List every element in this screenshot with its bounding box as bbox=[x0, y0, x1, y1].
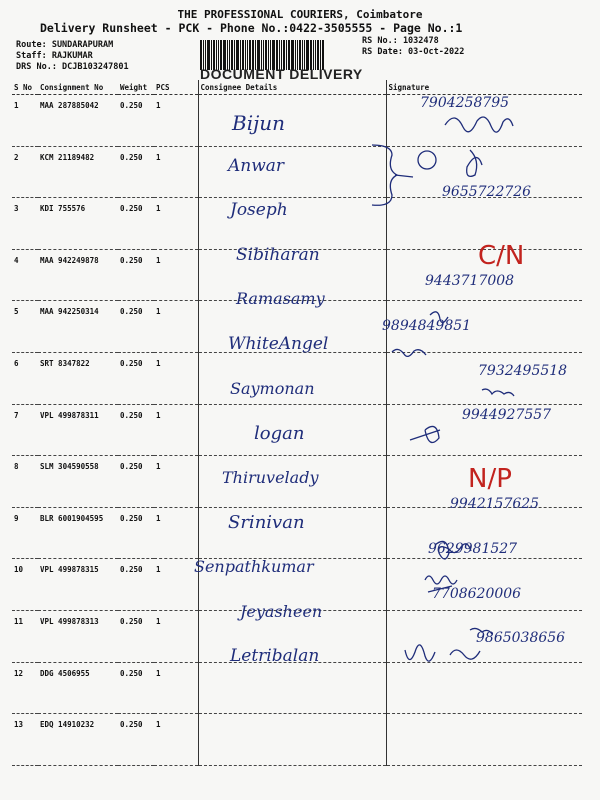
signature-scribble-5 bbox=[430, 312, 448, 323]
pcs-cell: 1 bbox=[154, 714, 198, 766]
consignee-handwriting: Jeyasheen bbox=[240, 601, 323, 621]
consignee-handwriting: Senpathkumar bbox=[194, 557, 314, 576]
col-header-weight: Weight bbox=[118, 80, 154, 95]
signature-handwriting: 9443717008 bbox=[425, 273, 515, 290]
drs-label: DRS No.: DCJB103247801 bbox=[16, 62, 129, 72]
weight-cell: 0.250 bbox=[118, 662, 154, 714]
pcs-cell: 1 bbox=[154, 146, 198, 198]
pcs-cell: 1 bbox=[154, 456, 198, 508]
pcs-cell: 1 bbox=[154, 610, 198, 662]
signature-handwriting: 7904258795 bbox=[420, 95, 510, 111]
sno-cell: 6 bbox=[12, 352, 38, 404]
consignment-cell: MAA 942250314 bbox=[38, 301, 118, 353]
col-header-consignee: Consignee Details bbox=[198, 80, 386, 95]
route-label: Route: SUNDARAPURAM bbox=[16, 40, 114, 50]
weight-cell: 0.250 bbox=[118, 146, 154, 198]
sno-cell: 8 bbox=[12, 456, 38, 508]
consignee-handwriting: Letribalan bbox=[230, 646, 320, 667]
consignee-handwriting: Bijun bbox=[232, 111, 286, 135]
signature-scribble-11 bbox=[425, 576, 457, 592]
weight-cell: 0.250 bbox=[118, 559, 154, 611]
consignee-handwriting: Sibiharan bbox=[236, 244, 320, 265]
consignment-cell: KCM 21189482 bbox=[38, 146, 118, 198]
signature-handwriting: 7708620006 bbox=[432, 585, 522, 602]
weight-cell: 0.250 bbox=[118, 198, 154, 250]
weight-cell: 0.250 bbox=[118, 456, 154, 508]
sno-cell: 3 bbox=[12, 198, 38, 250]
weight-cell: 0.250 bbox=[118, 507, 154, 559]
col-header-signature: Signature bbox=[386, 80, 582, 95]
signature-handwriting: 9944927557 bbox=[462, 407, 552, 424]
weight-cell: 0.250 bbox=[118, 249, 154, 301]
consignment-cell: KDI 755576 bbox=[38, 198, 118, 250]
signature-scribble-12 bbox=[470, 628, 492, 634]
signature-handwriting: 9655722726 bbox=[442, 184, 532, 201]
pcs-cell: 1 bbox=[154, 352, 198, 404]
pcs-cell: 1 bbox=[154, 301, 198, 353]
signature-scribble-1 bbox=[445, 117, 513, 132]
col-header-pcs: PCS bbox=[154, 80, 198, 95]
company-title: THE PROFESSIONAL COURIERS, Coimbatore bbox=[177, 8, 423, 21]
signature-scribble-7 bbox=[482, 389, 514, 396]
bracket-scribble bbox=[372, 145, 413, 205]
sno-cell: 2 bbox=[12, 146, 38, 198]
weight-cell: 0.250 bbox=[118, 610, 154, 662]
col-header-consignment: Consignment No bbox=[38, 80, 118, 95]
consignment-cell: VPL 499878313 bbox=[38, 610, 118, 662]
sno-cell: 1 bbox=[12, 95, 38, 147]
weight-cell: 0.250 bbox=[118, 714, 154, 766]
pcs-cell: 1 bbox=[154, 249, 198, 301]
signature-handwriting: 9629981527 bbox=[428, 541, 518, 557]
runsheet-line: Delivery Runsheet - PCK - Phone No.:0422-3505555 - Page No.:1 bbox=[40, 21, 463, 35]
consignment-cell: SLM 304590558 bbox=[38, 456, 118, 508]
sno-cell: 7 bbox=[12, 404, 38, 456]
sno-cell: 9 bbox=[12, 507, 38, 559]
consignee-handwriting: Anwar bbox=[228, 155, 285, 176]
pcs-cell: 1 bbox=[154, 404, 198, 456]
consignee-handwriting: logan bbox=[254, 423, 305, 445]
consignment-cell: MAA 287885042 bbox=[38, 95, 118, 147]
signature-scribble-10 bbox=[435, 541, 471, 559]
consignee-handwriting: Srinivan bbox=[228, 512, 305, 534]
rs-date: RS Date: 03-Oct-2022 bbox=[362, 47, 465, 57]
consignee-handwriting: Thiruvelady bbox=[222, 467, 319, 487]
sno-cell: 10 bbox=[12, 559, 38, 611]
sno-cell: 11 bbox=[12, 610, 38, 662]
col-header-sno: S No bbox=[12, 80, 38, 95]
consignee-handwriting: Joseph bbox=[230, 200, 288, 221]
weight-cell: 0.250 bbox=[118, 95, 154, 147]
staff-label: Staff: RAJKUMAR bbox=[16, 51, 93, 61]
consignment-cell: VPL 499878315 bbox=[38, 559, 118, 611]
sno-cell: 4 bbox=[12, 249, 38, 301]
consignee-handwriting: Ramasamy bbox=[236, 289, 325, 309]
weight-cell: 0.250 bbox=[118, 404, 154, 456]
pcs-cell: 1 bbox=[154, 507, 198, 559]
consignment-cell: BLR 6001904595 bbox=[38, 507, 118, 559]
consignment-cell: VPL 499878311 bbox=[38, 404, 118, 456]
pcs-cell: 1 bbox=[154, 198, 198, 250]
circle-scribble bbox=[418, 151, 436, 169]
rs-number: RS No.: 1032478 bbox=[362, 36, 439, 46]
sno-cell: 12 bbox=[12, 662, 38, 714]
pcs-cell: 1 bbox=[154, 95, 198, 147]
signature-handwriting: 9894849851 bbox=[382, 318, 472, 334]
consignment-cell: DDG 4506955 bbox=[38, 662, 118, 714]
weight-cell: 0.250 bbox=[118, 301, 154, 353]
pcs-cell: 1 bbox=[154, 662, 198, 714]
signature-scribble-2 bbox=[467, 150, 482, 176]
signature-handwriting: C/N bbox=[478, 240, 525, 271]
document-delivery-stamp: DOCUMENT DELIVERY bbox=[200, 66, 363, 82]
signature-scribble-6 bbox=[392, 349, 426, 356]
consignment-cell: EDQ 14910232 bbox=[38, 714, 118, 766]
consignment-cell: SRT 8347822 bbox=[38, 352, 118, 404]
signature-handwriting: 9865038656 bbox=[476, 630, 566, 647]
weight-cell: 0.250 bbox=[118, 352, 154, 404]
sno-cell: 5 bbox=[12, 301, 38, 353]
signature-handwriting: 9942157625 bbox=[450, 496, 540, 513]
sno-cell: 13 bbox=[12, 714, 38, 766]
signature-scribble-8 bbox=[410, 426, 440, 442]
signature-handwriting: N/P bbox=[468, 463, 512, 494]
consignee-handwriting: WhiteAngel bbox=[228, 334, 329, 354]
consignment-cell: MAA 942249878 bbox=[38, 249, 118, 301]
signature-handwriting: 7932495518 bbox=[478, 362, 568, 379]
signature-scribble-13 bbox=[405, 645, 480, 661]
consignee-handwriting: Saymonan bbox=[230, 378, 315, 398]
pcs-cell: 1 bbox=[154, 559, 198, 611]
